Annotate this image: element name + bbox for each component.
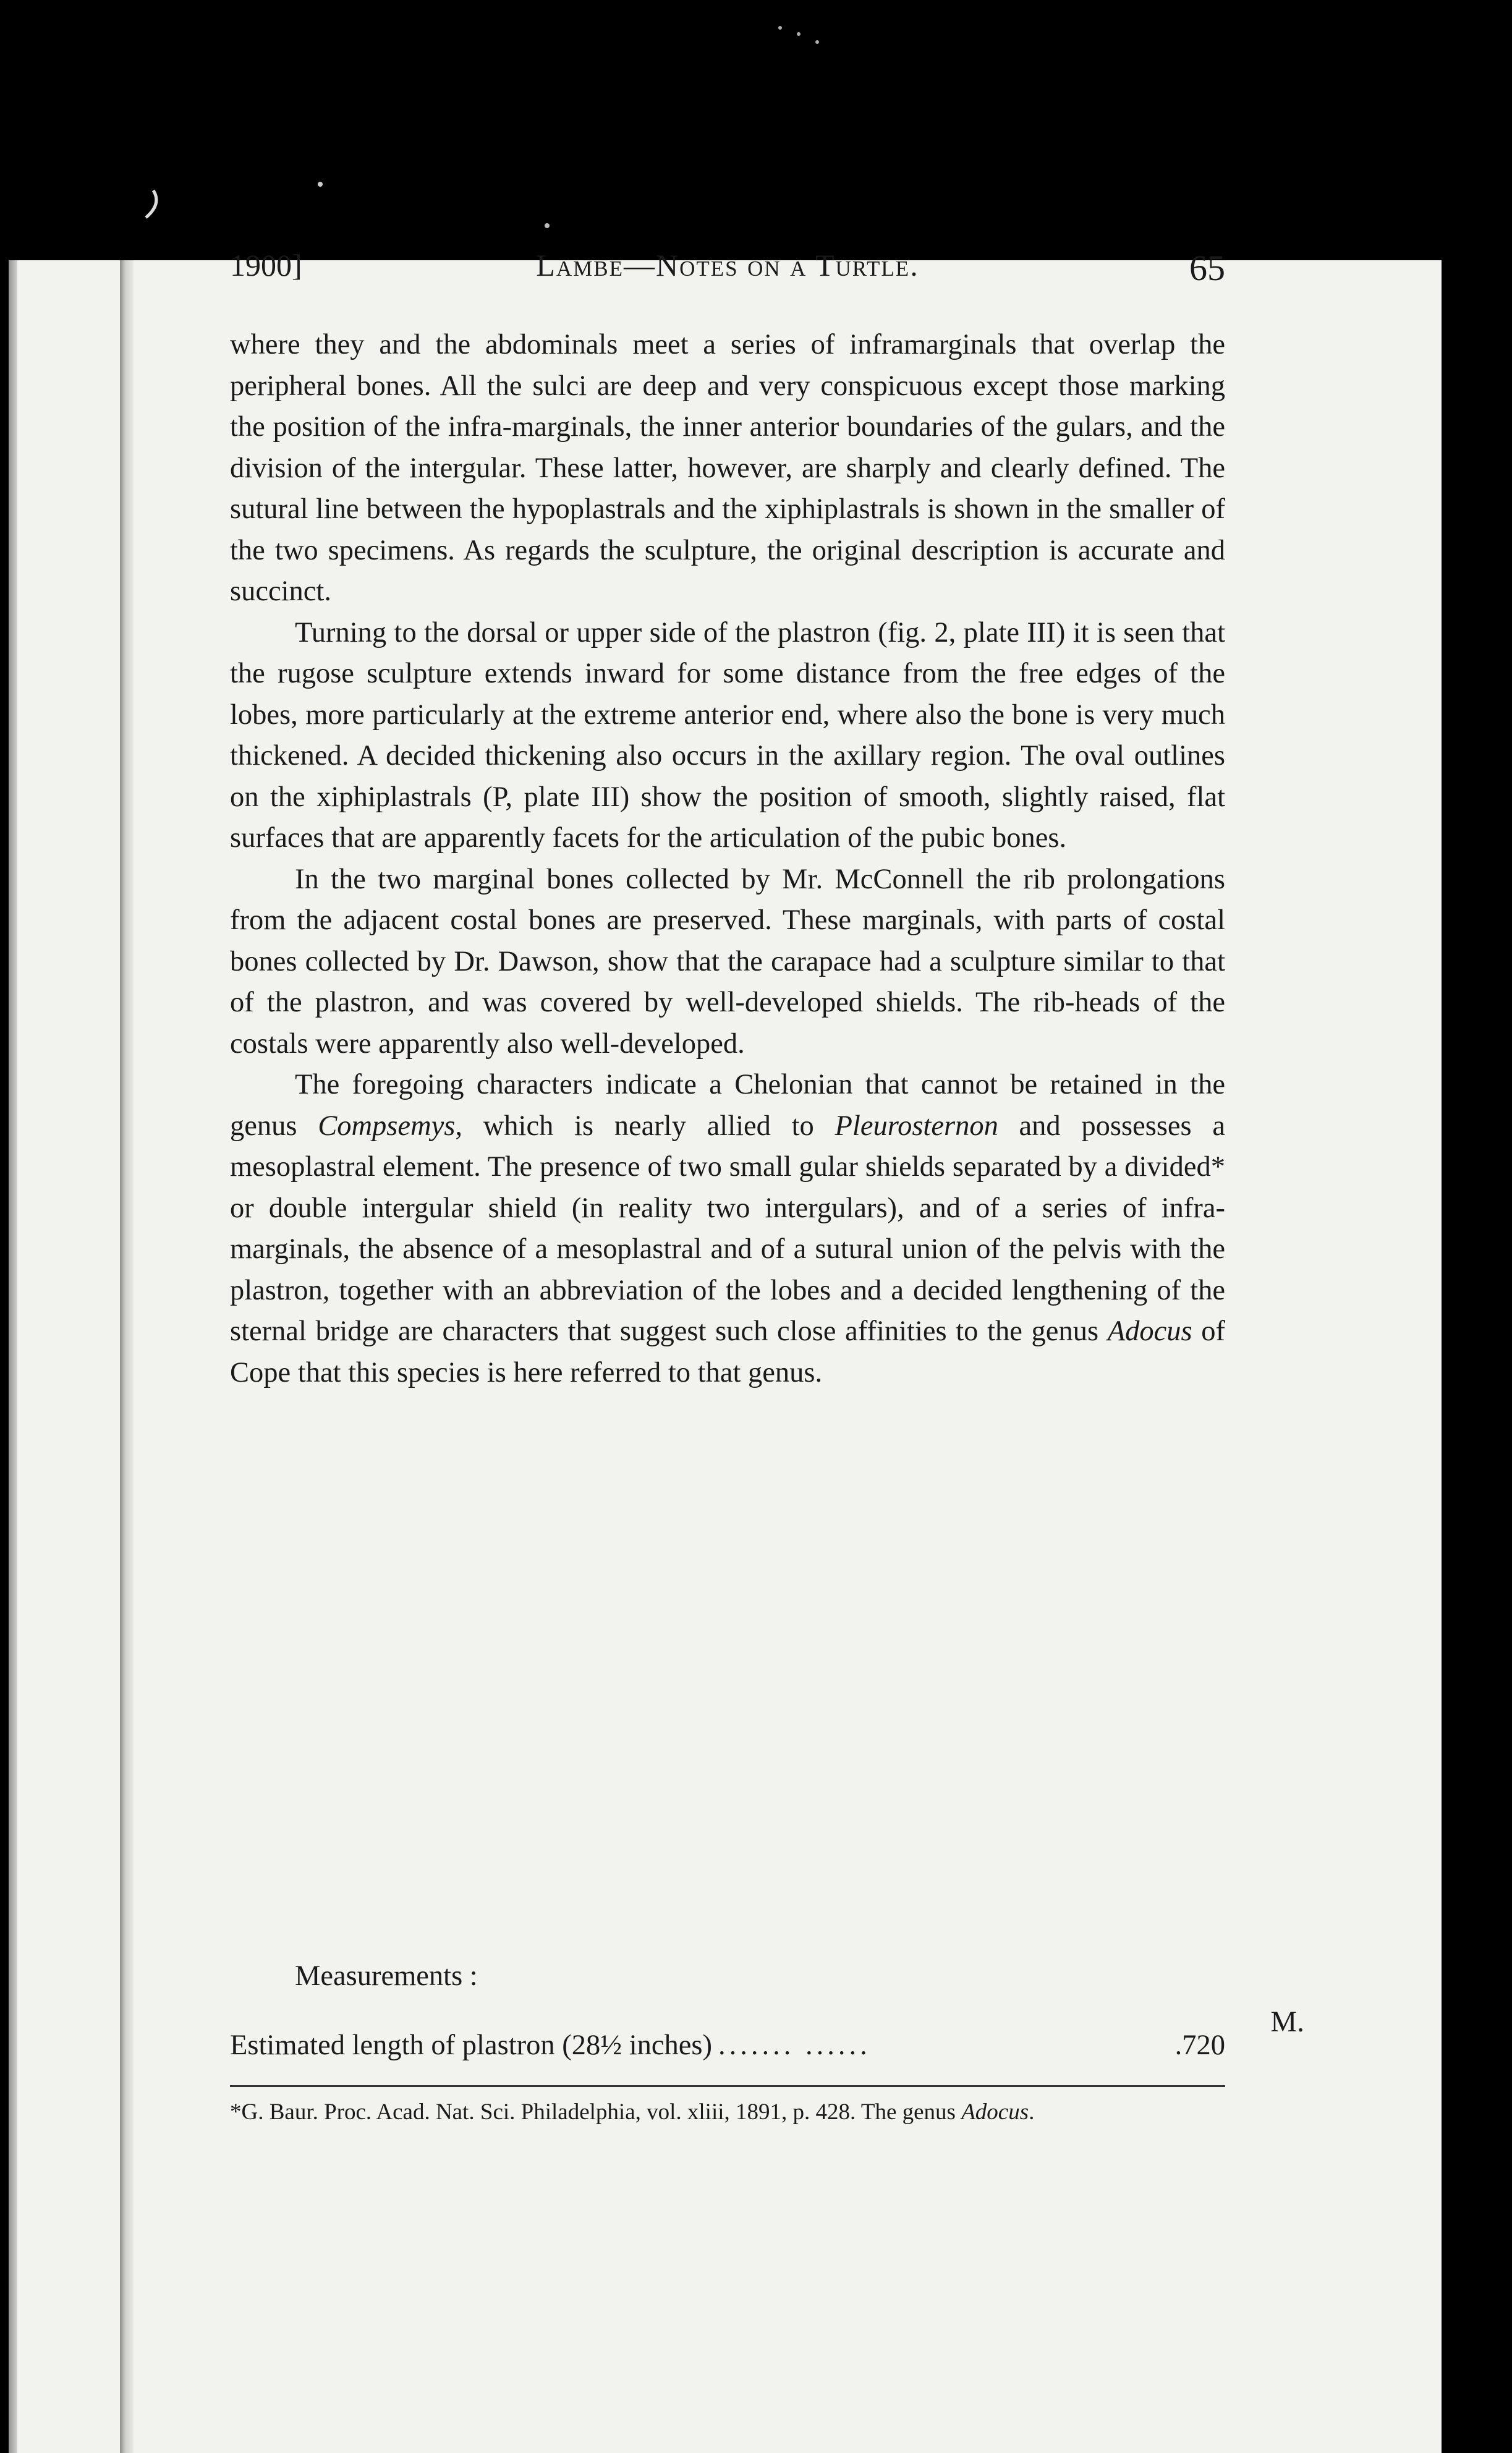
measurement-row	[230, 2029, 1225, 2062]
measurement-leader-dots: ....... ......	[718, 2030, 871, 2061]
genus-adocus: Adocus	[1107, 1316, 1192, 1347]
paragraph-4	[230, 1065, 1225, 1393]
page-gutter	[120, 260, 134, 2453]
paragraph-4-part-2: , which is nearly allied to	[455, 1110, 835, 1142]
running-header	[230, 247, 1225, 291]
measurement-value: .720	[1174, 2030, 1225, 2061]
genus-pleurosternon: Pleurosternon	[835, 1110, 998, 1142]
measurements-unit: M.	[1270, 2005, 1304, 2038]
paragraph-4-part-3: and possesses a mesoplastral element. The presence of two small gular shields separated by a divided* or double intergular shield (in reality two intergulars), and of a series of infra-marginals, the absence of a mesoplastral and of a sutural union of the pelvis with the plastron, together with an abbreviation of the lobes and a decided lengthening of the sternal bridge are characters that suggest such close affinities to the genus	[230, 1110, 1225, 1347]
paragraph-1: where they and the abdominals meet a series of inframarginals that overlap the peripheral bones. All the sulci are deep and very conspicuous except those marking the position of the infra-marginals, the inner anterior boundaries of the gulars, and the division of the intergular. These latter, however, are sharply and clearly defined. The sutural line between the hypoplastrals and the xiphiplastrals is shown in the smaller of the two specimens. As regards the sculpture, the original description is accurate and succinct.	[230, 329, 1225, 607]
running-title: Lambe—Notes on a Turtle.	[536, 248, 919, 283]
footnote	[230, 2099, 1225, 2126]
genus-compsemys: Compsemys	[318, 1110, 456, 1142]
header-year: 1900]	[230, 248, 302, 283]
footnote-rule	[230, 2085, 1225, 2087]
measurement-label: Estimated length of plastron (28½ inches)	[230, 2030, 712, 2061]
measurements-heading: Measurements :	[295, 1960, 478, 1992]
footnote-genus: Adocus	[961, 2099, 1029, 2125]
page-edge-shadow	[9, 260, 17, 2453]
paragraph-3: In the two marginal bones collected by Mr. McConnell the rib prolongations from the adjacent costal bones are preserved. These marginals, with parts of costal bones collected by Dr. Dawson, show that the carapace had a sculpture similar to that of the plastron, and was covered by well-developed shields. The rib-heads of the costals were apparently also well-developed.	[230, 863, 1225, 1060]
footnote-end: .	[1029, 2099, 1035, 2125]
body-text	[230, 325, 1225, 1393]
paragraph-4-part-1: The foregoing characters indicate a Chelonian that cannot be retained in the genus	[230, 1069, 1225, 1142]
paragraph-4-part-4: of Cope that this species is here referred to that genus.	[230, 1316, 1225, 1388]
scan-border-specks	[0, 0, 1512, 260]
paragraph-2: Turning to the dorsal or upper side of the plastron (fig. 2, plate III) it is seen that the rugose sculpture extends inward for some distance from the free edges of the lobes, more particularly at the extreme anterior end, where also the bone is very much thickened. A decided thickening also occurs in the axillary region. The oval outlines on the xiphiplastrals (P, plate III) show the position of smooth, slightly raised, flat surfaces that are apparently facets for the articulation of the pubic bones.	[230, 616, 1225, 854]
scan-specks-graphic	[0, 0, 1512, 260]
footnote-text: *G. Baur. Proc. Acad. Nat. Sci. Philadelphia, vol. xliii, 1891, p. 428. The genus	[230, 2099, 962, 2125]
page-number: 65	[1189, 248, 1225, 288]
